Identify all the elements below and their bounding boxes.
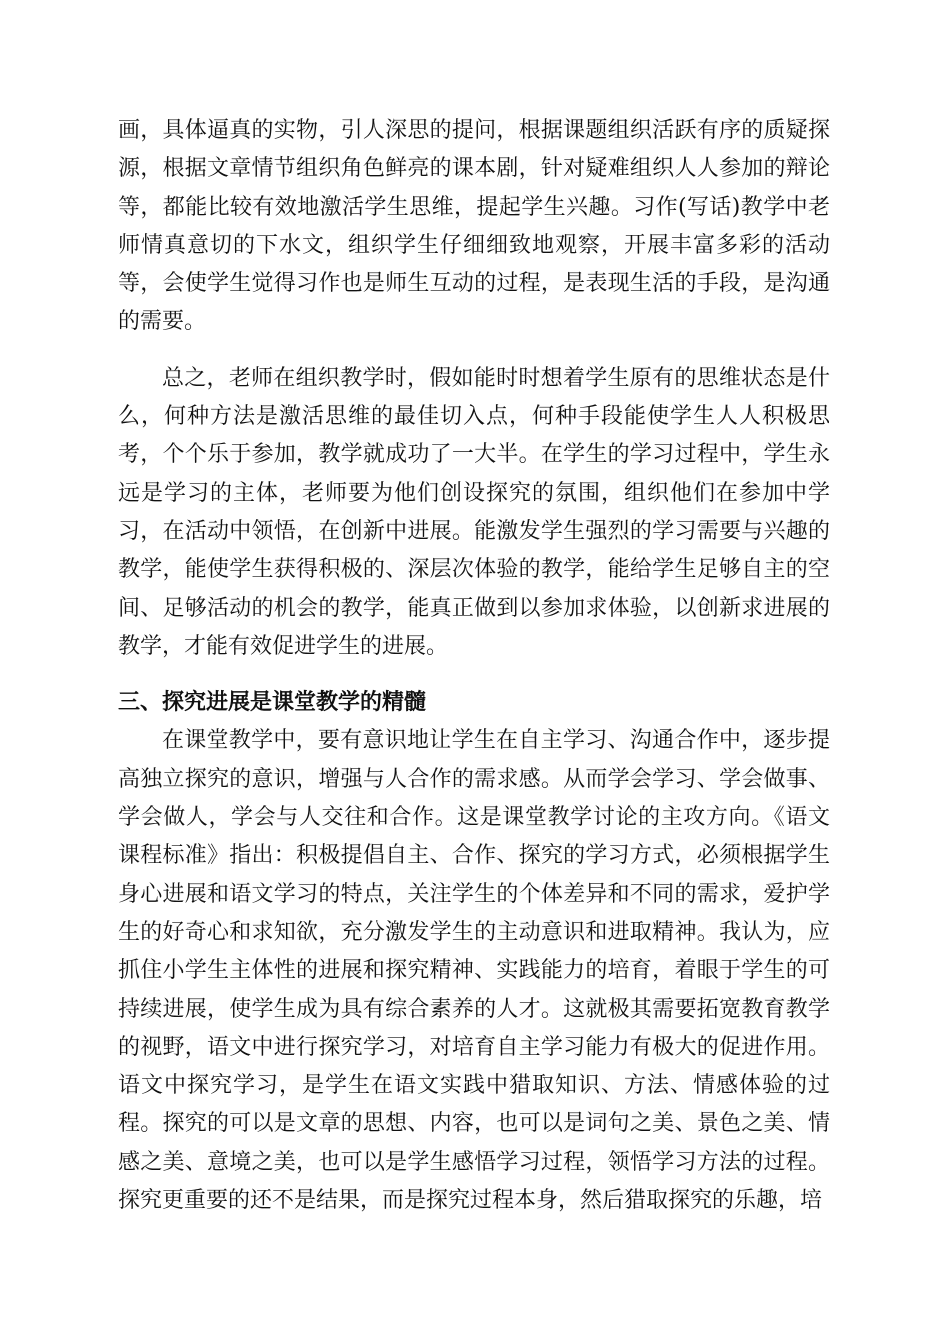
document-page <box>118 112 830 1220</box>
section-heading: 三、探究进展是课堂教学的精髓 <box>118 690 427 716</box>
paragraph-inquiry: 在课堂教学中，要有意识地让学生在自主学习、沟通合作中，逐步提高独立探究的意识，增强与人合作的需求感。从而学会学习、学会做事、学会做人，学会与人交往和合作。这是课堂教学讨论的主攻方向。《语文课程标准》指出：积极提倡自主、合作、探究的学习方式，必须根据学生身心进展和语文学习的特点，关注学生的个体差异和不同的需求，爱护学生的好奇心和求知欲，充分激发学生的主动意识和进取精神。我认为，应抓住小学生主体性的进展和探究精神、实践能力的培育，着眼于学生的可持续进展，使学生成为具有综合素养的人才。这就极其需要拓宽教育教学的视野，语文中进行探究学习，对培育自主学习能力有极大的促进作用。语文中探究学习，是学生在语文实践中猎取知识、方法、情感体验的过程。探究的可以是文章的思想、内容，也可以是词句之美、景色之美、情感之美、意境之美，也可以是学生感悟学习过程，领悟学习方法的过程。探究更重要的还不是结果，而是探究过程本身，然后猎取探究的乐趣，培 <box>118 728 830 1214</box>
paragraph-continuation: 画，具体逼真的实物，引人深思的提问，根据课题组织活跃有序的质疑探源，根据文章情节组织角色鲜亮的课本剧，针对疑难组织人人参加的辩论等，都能比较有效地激活学生思维，提起学生兴趣。习作(写话)教学中老师情真意切的下水文，组织学生仔细细致地观察，开展丰富多彩的活动等，会使学生觉得习作也是师生互动的过程，是表现生活的手段，是沟通的需要。 <box>118 118 830 335</box>
paragraph-summary: 总之，老师在组织教学时，假如能时时想着学生原有的思维状态是什么，何种方法是激活思维的最佳切入点，何种手段能使学生人人积极思考，个个乐于参加，教学就成功了一大半。在学生的学习过程中，学生永远是学习的主体，老师要为他们创设探究的氛围，组织他们在参加中学习，在活动中领悟，在创新中进展。能激发学生强烈的学习需要与兴趣的教学，能使学生获得积极的、深层次体验的教学，能给学生足够自主的空间、足够活动的机会的教学，能真正做到以参加求体验，以创新求进展的教学，才能有效促进学生的进展。 <box>118 365 830 659</box>
